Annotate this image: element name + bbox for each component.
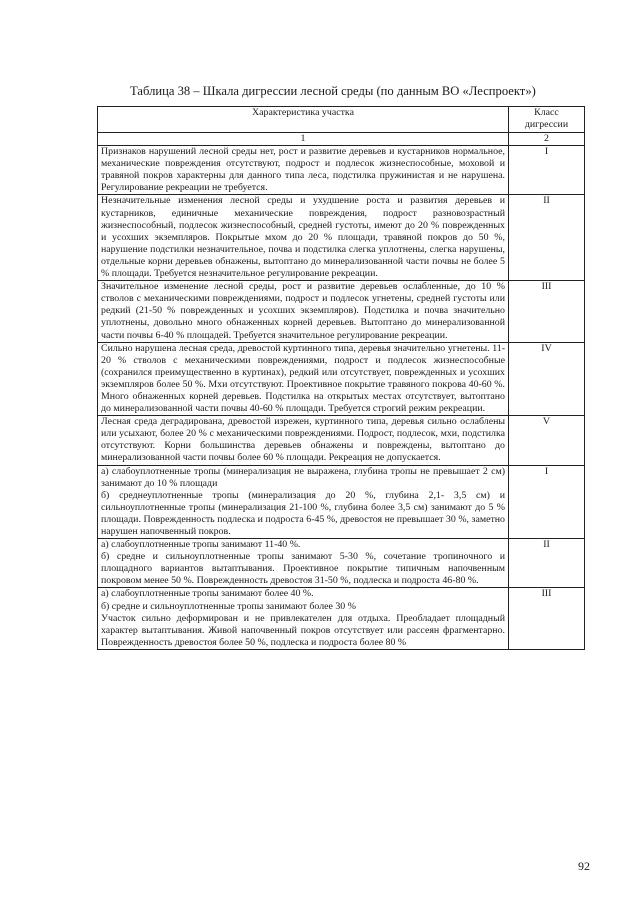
table-row (98, 465, 585, 539)
row-class: V (509, 416, 585, 465)
table-row (98, 539, 585, 588)
row-description: Значительное изменение лесной среды, рост и развитие деревьев ослабленные, до 10 % стволов с механическими повреждениями, подрост и подлесок угнетены, средней густоты или редкий (21-50 % поврежденных и усохших экземпляров). Подстилка и почва значительно уплотнены, довольно много обнаженных корней деревьев. Вытоптано до минерализованной части почвы 6-40 % площадей. Требуется значительное регулирование рекреации. (98, 281, 509, 342)
row-description (98, 465, 509, 539)
digression-scale-table (97, 106, 585, 650)
row-line: Участок сильно деформирован и не привлекателен для отдыха. Преобладает площадный характер вытаптывания. Живой напочвенный покров отсутствует или рассеян фрагментарно. Поврежденность древостоя более 50 %, подлеска и подроста более 80 % (101, 612, 505, 648)
table-row (98, 146, 585, 195)
header-class: Класс дигрессии (509, 107, 585, 133)
row-class: III (509, 281, 585, 342)
page-number: 92 (578, 859, 590, 873)
table-row (98, 416, 585, 465)
row-class: I (509, 465, 585, 539)
row-line: а) слабоуплотненные тропы (минерализация не выражена, глубина тропы не превышает 2 см) занимают до 10 % площади (101, 465, 505, 489)
row-description (98, 588, 509, 649)
row-class: IV (509, 342, 585, 416)
table-numbering-row (98, 133, 585, 146)
table-row (98, 588, 585, 649)
row-class: I (509, 146, 585, 195)
row-description: Признаков нарушений лесной среды нет, рост и развитие деревьев и кустарников нормальное, механические повреждения отсутствуют, подрост и подлесок жизнеспособные, моховой и травяной покров характерны для данного типа леса, подстилка пружинистая и не нарушена. Регулирование рекреации не требуется. (98, 146, 509, 195)
column-number-1: 1 (98, 133, 509, 146)
column-number-2: 2 (509, 133, 585, 146)
header-characteristic: Характеристика участка (98, 107, 509, 133)
row-line: б) средне и сильноуплотненные тропы занимают более 30 % (101, 600, 356, 612)
row-line: б) средне и сильноуплотненные тропы занимают 5-30 %, сочетание тропиночного и площадного вариантов вытаптывания. Проективное покрытие типичным напочвенным покровом менее 50 %. Поврежденность древостоя 31-50 %, подлеска и подроста 46-80 %. (101, 551, 505, 587)
row-class: III (509, 588, 585, 649)
row-class: II (509, 539, 585, 588)
table-row (98, 195, 585, 281)
table-row (98, 342, 585, 416)
row-description: Сильно нарушена лесная среда, древостой куртинного типа, деревья значительно угнетены. 11-20 % стволов с механическими повреждениями, подрост и подлесок жизнеспособные (сохранился преимущественно в куртинах), редкий или отсутствует, поврежденных и усохших экземпляров более 50 %. Мхи отсутствуют. Проективное покрытие травяного покрова 40-60 %. Много обнаженных корней деревьев. Подстилка на открытых местах отсутствует, вытоптано до минерализованной части почвы 40-60 % площади. Требуется строгий режим рекреации. (98, 342, 509, 416)
row-line: б) среднеуплотненные тропы (минерализация до 20 %, глубина 2,1- 3,5 см) и сильноуплотненные тропы (минерализация 21-100 %, глубина более 3,5 см) занимают до 5 % площади. Поврежденность подлеска и подроста 6-45 %, древостоя не превышает 30 %, заметно нарушен напочвенный покров. (101, 489, 505, 537)
row-description: Лесная среда деградирована, древостой изрежен, куртинного типа, деревья сильно ослаблены или усыхают, более 20 % с механическими повреждениями. Подрост, подлесок, мхи, подстилка отсутствуют. Корни большинства деревьев обнажены и повреждены, вытоптано до минерализованной части почвы более 60 % площади. Рекреация не допускается. (98, 416, 509, 465)
row-description (98, 539, 509, 588)
table-title: Таблица 38 – Шкала дигрессии лесной среды (по данным ВО «Леспроект») (130, 84, 536, 98)
row-line: а) слабоуплотненные тропы занимают 11-40 %. (101, 539, 301, 551)
row-class: II (509, 195, 585, 281)
table-row (98, 281, 585, 342)
table-header-row (98, 107, 585, 133)
row-description: Незначительные изменения лесной среды и ухудшение роста и развития деревьев и кустарников, единичные механические повреждения, подрост разновозрастный жизнеспособный, подлесок жизнеспособный, средней густоты, имеют до 20 % поврежденных и усохших экземпляров. Покрытые мхом до 20 % площади, травяной покров до 50 %, нарушение подстилки незначительное, почва и подстилка слегка уплотнены, слегка нарушены, отдельные корни деревьев обнажены, вытоптано до минерализованной части почвы не более 5 % площади. Требуется незначительное регулирование рекреации. (98, 195, 509, 281)
row-line: а) слабоуплотненные тропы занимают более 40 %. (101, 588, 314, 600)
